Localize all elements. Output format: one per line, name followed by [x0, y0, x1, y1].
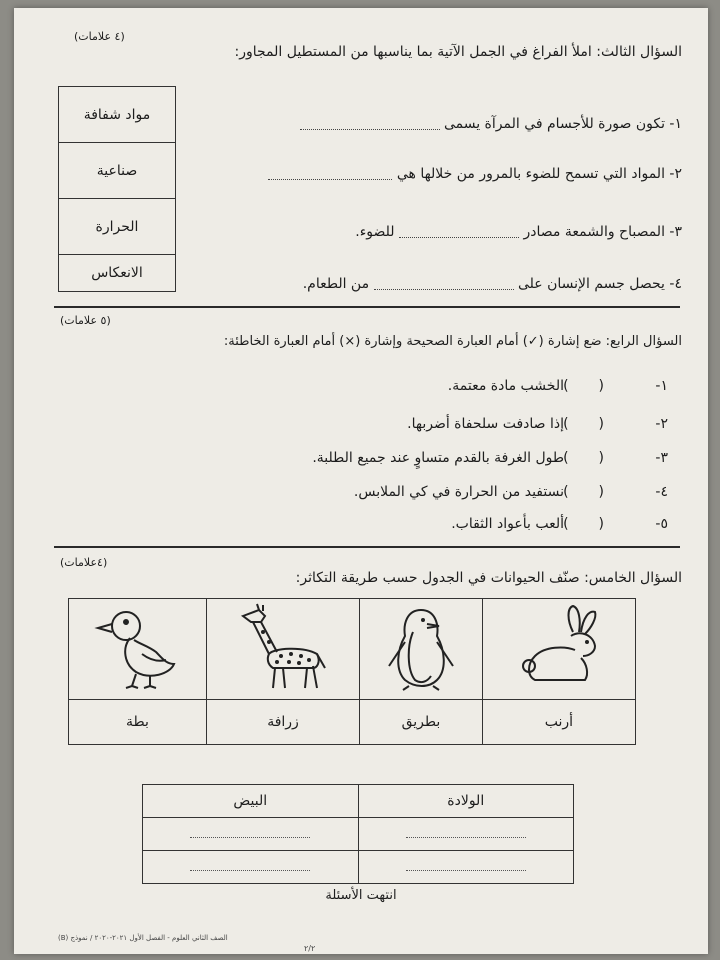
animal-name-penguin: بطريق: [360, 700, 483, 745]
giraffe-cell: [206, 599, 359, 700]
answer-blank[interactable]: [399, 227, 519, 238]
section-divider: [54, 546, 680, 548]
animal-name-giraffe: زرافة: [206, 700, 359, 745]
header-birth: الولادة: [358, 785, 574, 818]
q3-sentence-1: ١- تكون صورة للأجسام في المرآة يسمى: [300, 116, 683, 132]
answer-cell[interactable]: [143, 851, 359, 884]
word-box: [58, 86, 176, 292]
animal-name-duck: بطة: [69, 700, 207, 745]
answer-blank[interactable]: [268, 169, 392, 180]
animals-table: [68, 598, 636, 745]
word-box-item: الانعكاس: [91, 265, 143, 281]
giraffe-icon: [233, 602, 333, 692]
rabbit-cell: [482, 599, 635, 700]
answer-parentheses[interactable]: (): [563, 450, 634, 466]
tf-row: ٢-()إذا صادفت سلحفاة أضربها.: [407, 416, 668, 432]
answer-cell[interactable]: [358, 818, 574, 851]
penguin-icon: [381, 602, 461, 692]
q3-sentence-2: ٢- المواد التي تسمح للضوء بالمرور من خلالها هي: [268, 166, 682, 182]
answer-cell[interactable]: [143, 818, 359, 851]
tf-row: ١-()الخشب مادة معتمة.: [447, 378, 668, 394]
answer-parentheses[interactable]: (): [563, 378, 634, 394]
tf-row: ٣-()طول الغرفة بالقدم متساوٍ عند جميع الطلبة.: [312, 450, 668, 466]
duck-cell: [69, 599, 207, 700]
q3-marks: (٤ علامات): [74, 30, 125, 43]
animal-name-rabbit: أرنب: [482, 700, 635, 745]
answer-cell[interactable]: [358, 851, 574, 884]
tf-row: ٥-()ألعب بأعواد الثقاب.: [451, 516, 668, 532]
q3-sentence-3: ٣- المصباح والشمعة مصادر للضوء.: [355, 224, 682, 240]
reproduction-table: [142, 784, 574, 884]
q5-marks: (٤علامات): [60, 556, 108, 569]
q3-sentence-4: ٤- يحصل جسم الإنسان على من الطعام.: [302, 276, 682, 292]
answer-parentheses[interactable]: (): [563, 416, 634, 432]
answer-parentheses[interactable]: (): [563, 516, 634, 532]
answer-parentheses[interactable]: (): [563, 484, 634, 500]
q3-title: السؤال الثالث: املأ الفراغ في الجمل الآتية بما يناسبها من المستطيل المجاور:: [234, 44, 682, 60]
footer-text: الصف الثاني العلوم - الفصل الأول ٢٠٢١-٢٠٢٠ / نموذج (B): [58, 934, 228, 942]
duck-icon: [92, 602, 182, 692]
exam-paper: [14, 8, 708, 954]
page-number: ٢/٢: [304, 944, 316, 953]
rabbit-icon: [509, 602, 609, 692]
q4-title: السؤال الرابع: ضع إشارة (✓) أمام العبارة الصحيحة وإشارة (×) أمام العبارة الخاطئة:: [223, 334, 682, 349]
answer-blank[interactable]: [300, 119, 440, 130]
q5-title: السؤال الخامس: صنّف الحيوانات في الجدول حسب طريقة التكاثر:: [295, 570, 682, 586]
word-box-item: الحرارة: [59, 199, 175, 255]
section-divider: [54, 306, 680, 308]
word-box-item: صناعية: [59, 143, 175, 199]
tf-row: ٤-()نستفيد من الحرارة في كي الملابس.: [353, 484, 668, 500]
end-text: انتهت الأسئلة: [325, 888, 397, 903]
answer-blank[interactable]: [374, 279, 514, 290]
q4-marks: (٥ علامات): [60, 314, 111, 327]
penguin-cell: [360, 599, 483, 700]
word-box-item: مواد شفافة: [59, 87, 175, 143]
header-eggs: البيض: [143, 785, 359, 818]
